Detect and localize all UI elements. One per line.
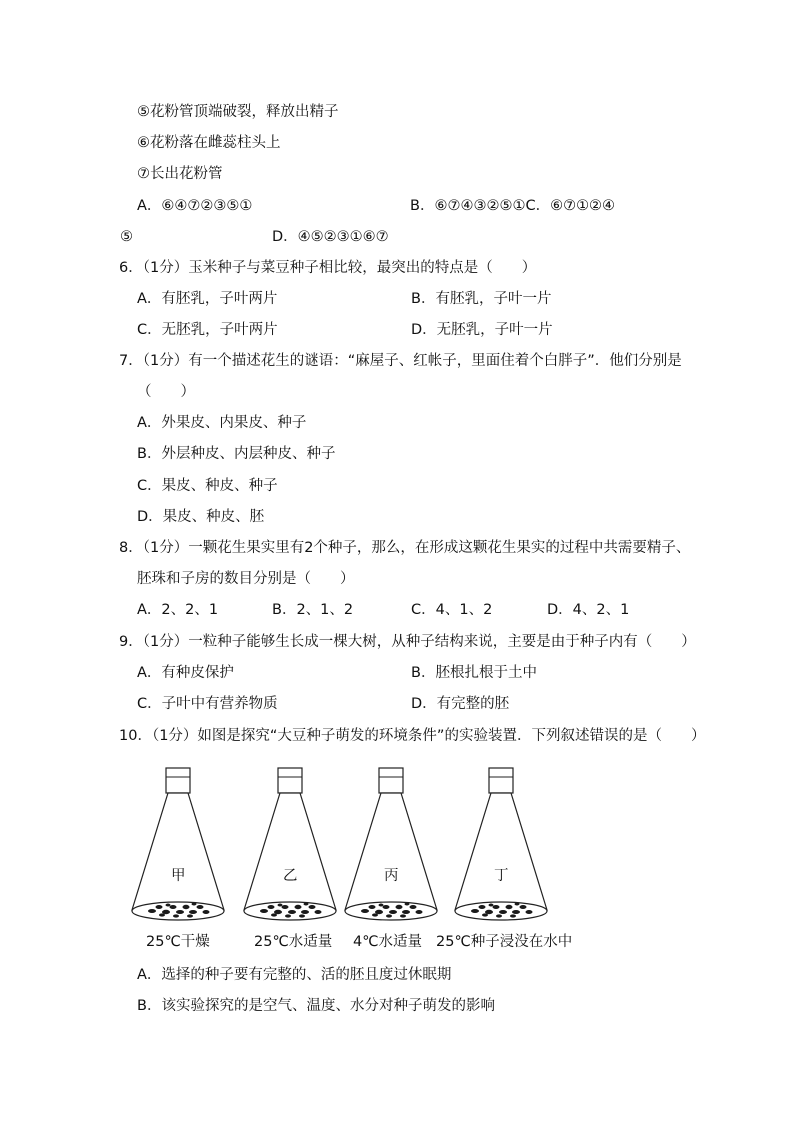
q6-stem: 6．（1分）玉米种子与菜豆种子相比较，最突出的特点是（ ） <box>119 260 537 276</box>
flask-label: 乙 <box>283 868 298 884</box>
q9-option-b: B．胚根扎根于土中 <box>411 665 537 681</box>
q5-option-a: A．⑥④⑦②③⑤① <box>137 198 253 214</box>
q8-option-b: B．2、1、2 <box>272 602 354 618</box>
flask-label: 甲 <box>171 868 186 884</box>
q9-option-a: A．有种皮保护 <box>137 665 234 681</box>
flask-condition-1: 25℃干燥 <box>146 934 210 950</box>
flask-condition-4: 25℃种子浸没在水中 <box>436 934 573 950</box>
q7-stem-continued: （ ） <box>137 384 195 400</box>
q10-option-a: A．选择的种子要有完整的、活的胚且度过休眠期 <box>137 967 452 983</box>
flask-jia <box>128 766 228 922</box>
q6-option-d: D．无胚乳，子叶一片 <box>411 322 553 338</box>
q8-stem-continued: 胚珠和子房的数目分别是（ ） <box>137 571 355 587</box>
flask-condition-2: 25℃水适量 <box>254 934 333 950</box>
flask-label: 丁 <box>494 868 509 884</box>
flask-ding <box>451 766 551 922</box>
q7-option-b: B．外层种皮、内层种皮、种子 <box>137 446 336 462</box>
q6-option-a: A．有胚乳，子叶两片 <box>137 291 278 307</box>
q8-option-c: C．4、1、2 <box>411 602 493 618</box>
q8-option-d: D．4、2、1 <box>547 602 630 618</box>
q5-step-5: ⑤花粉管顶端破裂，释放出精子 <box>137 104 339 120</box>
q6-option-b: B．有胚乳，子叶一片 <box>411 291 552 307</box>
q9-stem: 9．（1分）一粒种子能够生长成一棵大树，从种子结构来说，主要是由于种子内有（ ） <box>119 634 696 650</box>
q5-option-b-c: B．⑥⑦④③②⑤①C．⑥⑦①②④ <box>410 198 616 214</box>
q8-option-a: A．2、2、1 <box>137 602 219 618</box>
flask-bing <box>341 766 441 922</box>
flask-condition-3: 4℃水适量 <box>353 934 423 950</box>
q6-option-c: C．无胚乳，子叶两片 <box>137 322 278 338</box>
q9-option-d: D．有完整的胚 <box>411 696 510 712</box>
q5-option-c-continued: ⑤ <box>120 229 133 245</box>
q7-stem: 7．（1分）有一个描述花生的谜语：“麻屋子、红帐子，里面住着个白胖子”．他们分别是 <box>119 353 682 369</box>
q7-option-a: A．外果皮、内果皮、种子 <box>137 415 307 431</box>
q7-option-d: D．果皮、种皮、胚 <box>137 509 265 525</box>
q7-option-c: C．果皮、种皮、种子 <box>137 478 278 494</box>
q10-stem: 10．（1分）如图是探究“大豆种子萌发的环境条件”的实验装置．下列叙述错误的是（ ） <box>119 728 706 744</box>
flask-label: 丙 <box>384 868 399 884</box>
q5-step-6: ⑥花粉落在雌蕊柱头上 <box>137 135 281 151</box>
q9-option-c: C．子叶中有营养物质 <box>137 696 278 712</box>
flask-yi <box>240 766 340 922</box>
q5-option-d: D．④⑤②③①⑥⑦ <box>272 229 389 245</box>
q10-option-b: B．该实验探究的是空气、温度、水分对种子萌发的影响 <box>137 998 495 1014</box>
q8-stem: 8．（1分）一颗花生果实里有2个种子，那么，在形成这颗花生果实的过程中共需要精子、 <box>119 540 691 556</box>
q5-step-7: ⑦长出花粉管 <box>137 166 223 182</box>
